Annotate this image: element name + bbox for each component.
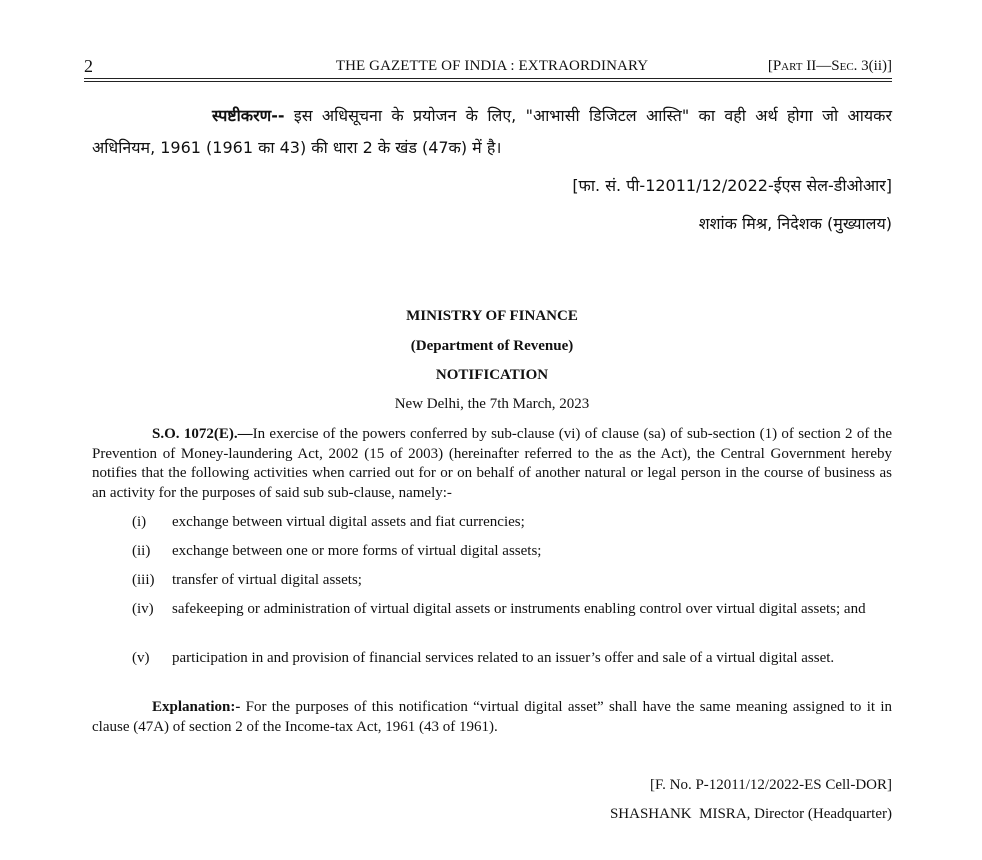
list-item-number: (ii) bbox=[132, 543, 151, 559]
gazette-header bbox=[84, 56, 892, 78]
gazette-page bbox=[84, 0, 893, 860]
part-section-label: [Part II—Sec. 3(ii)] bbox=[767, 58, 892, 74]
department-heading: (Department of Revenue) bbox=[410, 338, 574, 354]
list-item-text: safekeeping or administration of virtual digital assets or instruments enabling control over virtual digital assets; and bbox=[172, 601, 866, 617]
hindi-signatory: शशांक मिश्र, निदेशक (मुख्यालय) bbox=[698, 214, 892, 233]
so-label: S.O. 1072(E).— bbox=[152, 426, 253, 442]
header-rule-bottom bbox=[84, 81, 892, 82]
list-item-text: transfer of virtual digital assets; bbox=[172, 572, 362, 588]
hindi-explanation-label: स्पष्टीकरण-- bbox=[212, 106, 285, 125]
hindi-explanation-text: इस अधिसूचना के प्रयोजन के लिए, "आभासी डिजिटल आस्ति" का वही अर्थ होगा जो आयकर अधिनियम, 1961 (1961 का 43) की धारा 2 के खंड (47क) में है। bbox=[92, 106, 892, 157]
list-item-number: (iv) bbox=[132, 601, 154, 617]
page-number: 2 bbox=[84, 56, 93, 76]
hindi-file-number: [फा. सं. पी-12011/12/2022-ईएस सेल-डीओआर] bbox=[572, 176, 892, 195]
list-item-number: (v) bbox=[132, 650, 150, 666]
signatory bbox=[610, 806, 892, 823]
gazette-title: THE GAZETTE OF INDIA : EXTRAORDINARY bbox=[335, 58, 649, 74]
date-line: New Delhi, the 7th March, 2023 bbox=[394, 396, 590, 412]
so-paragraph bbox=[92, 425, 892, 503]
explanation-label: Explanation:- bbox=[152, 699, 241, 715]
list-item-text: exchange between one or more forms of virtual digital assets; bbox=[172, 543, 542, 559]
so-text: In exercise of the powers conferred by sub-clause (vi) of clause (sa) of sub-section (1) of section 2 of the Prevention of Money-laundering Act, 2002 (15 of 2003) (hereinafter referred to the as the Act), the Central Government hereby notifies that the following activities when carried out for or on behalf of another natural or legal person in the course of business as an activity for the purposes of said sub sub-clause, namely:- bbox=[92, 426, 893, 501]
signatory-name: SHASHANK MISRA bbox=[609, 806, 747, 822]
hindi-explanation bbox=[92, 100, 892, 164]
list-item-number: (iii) bbox=[132, 572, 155, 588]
file-number: [F. No. P-12011/12/2022-ES Cell-DOR] bbox=[650, 777, 892, 793]
explanation-paragraph bbox=[92, 698, 892, 737]
list-item-number: (i) bbox=[132, 514, 147, 530]
list-item-text: participation in and provision of financial services related to an issuer’s offer and sale of a virtual digital asset. bbox=[172, 650, 835, 666]
explanation-text: For the purposes of this notification “virtual digital asset” shall have the same meaning assigned to it in clause (47A) of section 2 of the Income-tax Act, 1961 (43 of 1961). bbox=[92, 699, 892, 735]
header-rule-top bbox=[84, 78, 892, 79]
signatory-title: , Director (Headquarter) bbox=[746, 806, 892, 822]
ministry-heading: MINISTRY OF FINANCE bbox=[406, 308, 578, 324]
notification-heading: NOTIFICATION bbox=[435, 367, 549, 383]
list-item-text: exchange between virtual digital assets and fiat currencies; bbox=[172, 514, 525, 530]
